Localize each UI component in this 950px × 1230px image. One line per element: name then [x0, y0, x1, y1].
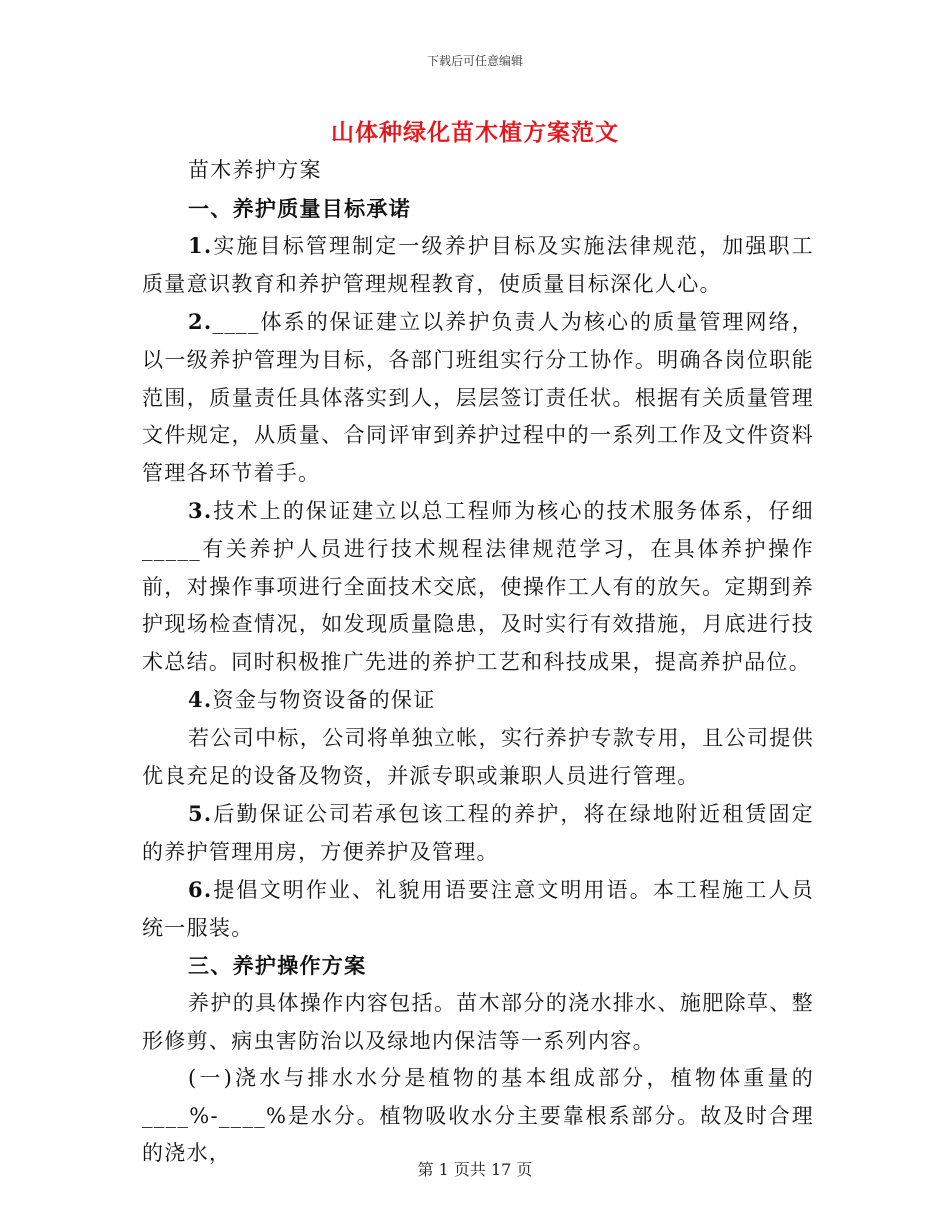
- paragraph-watering: (一)浇水与排水水分是植物的基本组成部分，植物体重量的____%-____%是水分。植物吸收水分主要靠根系部分。故及时合理的浇水，: [142, 1066, 814, 1166]
- document-body: [142, 152, 814, 1173]
- paragraph-item-5: 5.后勤保证公司若承包该工程的养护，将在绿地附近租赁固定的养护管理用房，方便养护及管理。: [142, 801, 814, 864]
- section-heading-3: 三、养护操作方案: [188, 953, 367, 979]
- page-header: 下载后可任意编辑: [426, 54, 523, 68]
- paragraph-item-3: 3.技术上的保证建立以总工程师为核心的技术服务体系，仔细_____有关养护人员进行技术规程法律规范学习，在具体养护操作前，对操作事项进行全面技术交底，使操作工人有的放矢。定期到养护现场检查情况，如发现质量隐患，及时实行有效措施，月底进行技术总结。同时积极推广先进的养护工艺和科技成果，提高养护品位。: [142, 498, 814, 674]
- paragraph-item-6: 6.提倡文明作业、礼貌用语要注意文明用语。本工程施工人员统一服装。: [142, 877, 814, 940]
- page-footer: 第 1 页共 17 页: [417, 1160, 533, 1179]
- paragraph-item-4-detail: 若公司中标，公司将单独立帐，实行养护专款专用，且公司提供优良充足的设备及物资，并派专职或兼职人员进行管理。: [142, 725, 814, 788]
- section-heading-1: 一、养护质量目标承诺: [188, 195, 411, 221]
- document-title: 山体种绿化苗木植方案范文: [331, 119, 619, 146]
- paragraph-item-2: 2.____体系的保证建立以养护负责人为核心的质量管理网络，以一级养护管理为目标，各部门班组实行分工协作。明确各岗位职能范围，质量责任具体落实到人，层层签订责任状。根据有关质量管理文件规定，从质量、合同评审到养护过程中的一系列工作及文件资料管理各环节着手。: [142, 309, 814, 485]
- paragraph-intro: 苗木养护方案: [188, 158, 322, 182]
- paragraph-item-1: 1.实施目标管理制定一级养护目标及实施法律规范，加强职工质量意识教育和养护管理规程教育，使质量目标深化人心。: [142, 233, 814, 296]
- paragraph-item-4: 4.资金与物资设备的保证: [188, 687, 436, 713]
- paragraph-operations: 养护的具体操作内容包括。苗木部分的浇水排水、施肥除草、整形修剪、病虫害防治以及绿地内保洁等一系列内容。: [142, 991, 814, 1053]
